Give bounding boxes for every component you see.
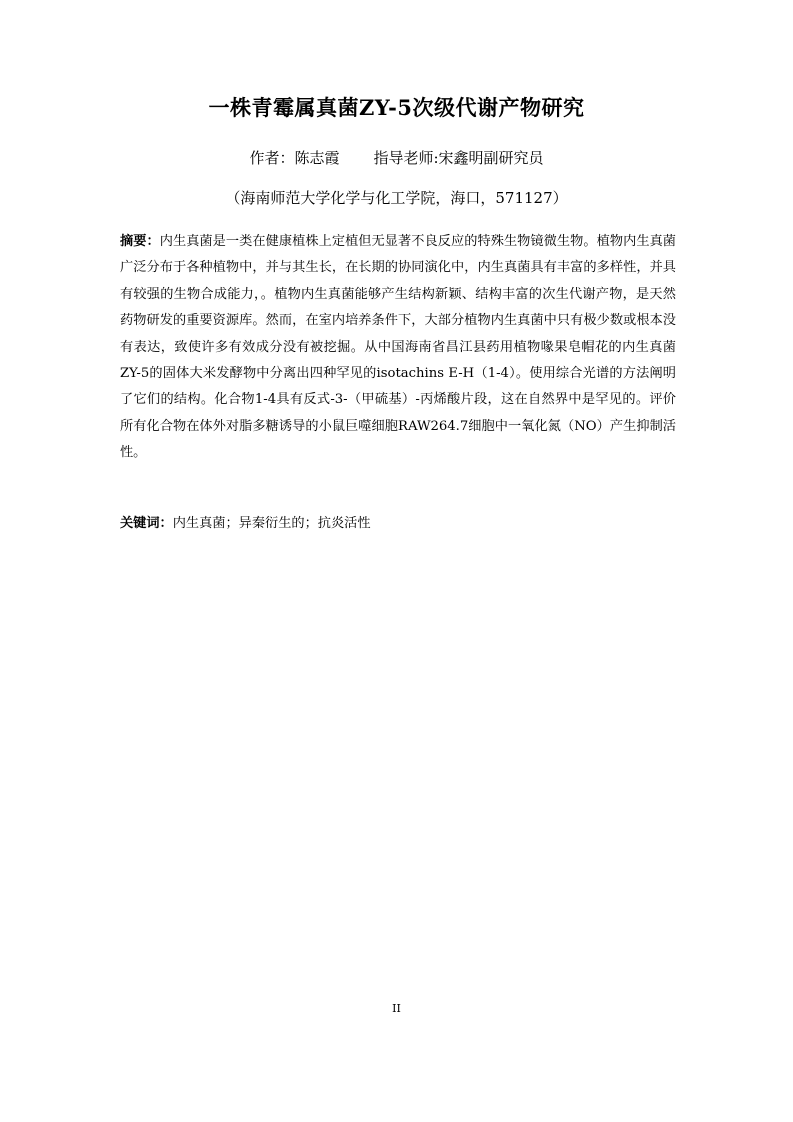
byline [0,147,793,169]
page-number: II [392,1002,401,1015]
author-name: 作者：陈志霞 [249,149,340,167]
abstract-label: 摘要： [120,234,160,249]
abstract-paragraph [120,229,676,467]
keywords-line [120,511,676,537]
author-affiliation: （海南师范大学化学与化工学院，海口，571127） [225,189,568,207]
keywords-text: 内生真菌；异秦衍生的；抗炎活性 [172,516,371,531]
abstract-text: 内生真菌是一类在健康植株上定植但无显著不良反应的特殊生物镜微生物。植物内生真菌广泛分布于各种植物中，并与其生长，在长期的协同演化中，内生真菌具有丰富的多样性，并具有较强的生物合成能力，。植物内生真菌能够产生结构新颖、结构丰富的次生代谢产物，是天然药物研发的重要资源库。然而，在室内培养条件下，大部分植物内生真菌中只有极少数或根本没有表达，致使许多有效成分没有被挖掘。从中国海南省昌江县药用植物喙果皂帽花的内生真菌ZY-5的固体大米发酵物中分离出四种罕见的isotachins E-H（1-4）。使用综合光谱的方法阐明了它们的结构。化合物1-4具有反式-3-（甲硫基）-丙烯酸片段，这在自然界中是罕见的。评价所有化合物在体外对脂多糖诱导的小鼠巨噬细胞RAW264.7细胞中一氧化氮（NO）产生抑制活性。 [120,234,676,461]
paper-title: 一株青霉属真菌ZY-5次级代谢产物研究 [208,95,585,120]
keywords-label: 关键词： [120,516,173,531]
advisor-name: 指导老师:宋鑫明副研究员 [373,149,544,167]
